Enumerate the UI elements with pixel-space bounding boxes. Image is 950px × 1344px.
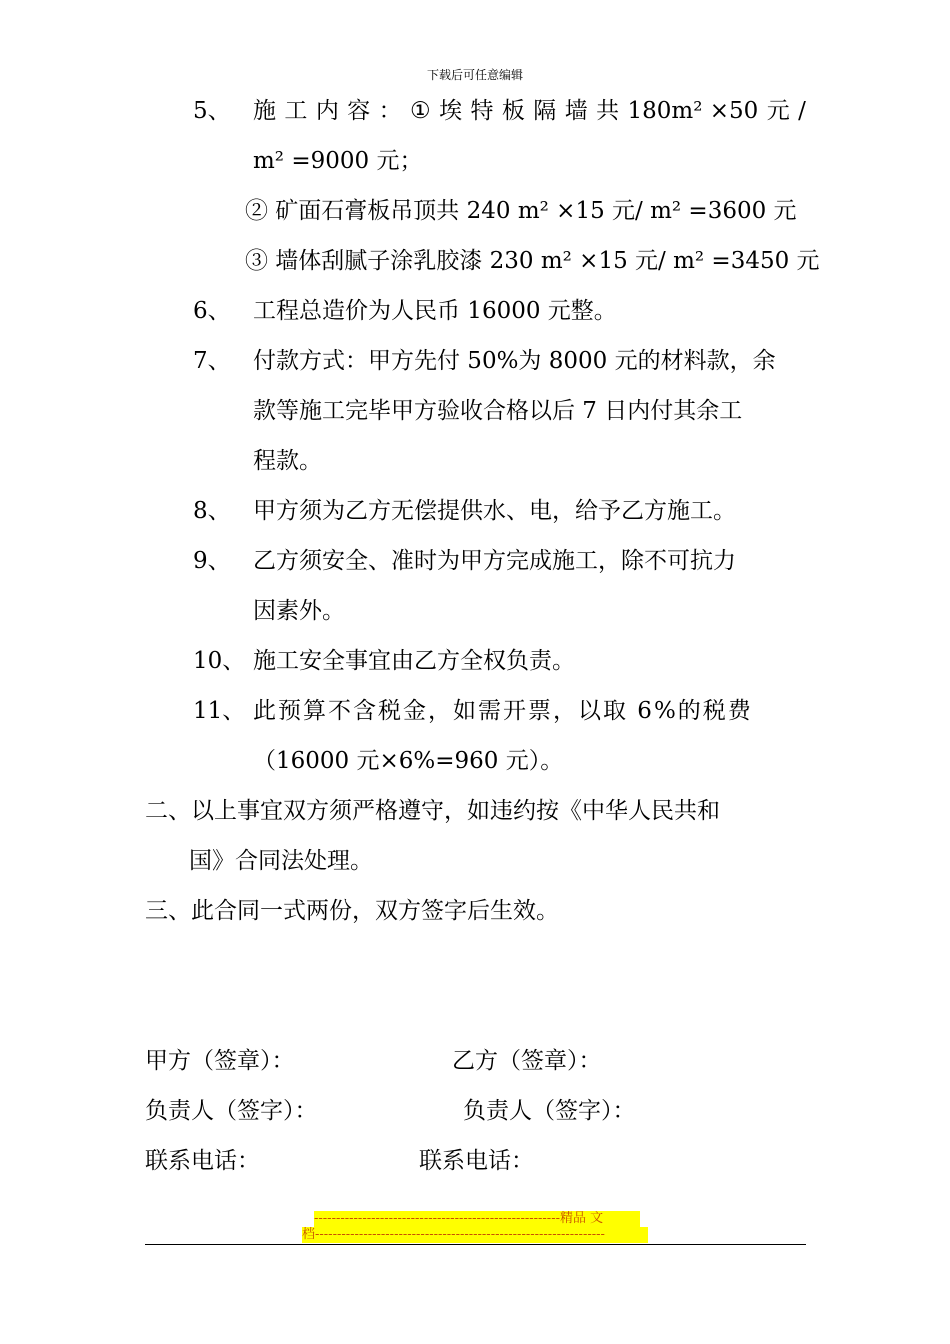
party-a-phone-label: 联系电话： xyxy=(145,1148,260,1174)
item-number-7: 7、 xyxy=(193,348,231,374)
item-5-sub-3: ③ 墙体刮腻子涂乳胶漆 230 m² ×15 元/ m² =3450 元 xyxy=(245,248,820,274)
footer-watermark-line2: 档------------------------------------------------------------------ xyxy=(302,1227,648,1243)
item-number-6: 6、 xyxy=(193,298,231,324)
footer-watermark-line1: --------------------------------------------------------精品 文 xyxy=(314,1211,640,1227)
page-header: 下载后可任意编辑 xyxy=(426,68,523,82)
item-7-line3: 程款。 xyxy=(253,448,322,474)
footer-rule xyxy=(145,1244,806,1245)
item-number-8: 8、 xyxy=(193,498,231,524)
item-5-line2: m² =9000 元； xyxy=(253,148,423,174)
item-10-text: 施工安全事宜由乙方全权负责。 xyxy=(253,648,575,674)
item-9-line1: 乙方须安全、准时为甲方完成施工，除不可抗力 xyxy=(253,548,736,574)
item-9-line2: 因素外。 xyxy=(253,598,345,624)
party-a-person-label: 负责人（签字）： xyxy=(145,1098,318,1124)
party-a-seal-label: 甲方（签章）： xyxy=(145,1048,295,1074)
section-2-line2: 国》合同法处理。 xyxy=(189,848,373,874)
item-5-sub-2: ② 矿面石膏板吊顶共 240 m² ×15 元/ m² =3600 元 xyxy=(245,198,797,224)
item-5-line1: 施 工 内 容 ： ① 埃 特 板 隔 墙 共 180m² ×50 元 / xyxy=(253,98,806,124)
item-number-10: 10、 xyxy=(193,648,246,674)
item-8-text: 甲方须为乙方无偿提供水、电，给予乙方施工。 xyxy=(253,498,736,524)
section-3: 三、此合同一式两份，双方签字后生效。 xyxy=(145,898,559,924)
item-6-text: 工程总造价为人民币 16000 元整。 xyxy=(253,298,617,324)
item-number-9: 9、 xyxy=(193,548,231,574)
item-7-line1: 付款方式：甲方先付 50%为 8000 元的材料款，余 xyxy=(253,348,776,374)
item-11-line1: 此预算不含税金，如需开票，以取 6%的税费 xyxy=(253,698,753,724)
item-7-line2: 款等施工完毕甲方验收合格以后 7 日内付其余工 xyxy=(253,398,743,424)
item-number-11: 11、 xyxy=(193,698,246,724)
party-b-person-label: 负责人（签字）： xyxy=(463,1098,636,1124)
party-b-phone-label: 联系电话： xyxy=(419,1148,534,1174)
party-b-seal-label: 乙方（签章）： xyxy=(452,1048,602,1074)
item-number-5: 5、 xyxy=(193,98,231,124)
section-2-line1: 二、以上事宜双方须严格遵守，如违约按《中华人民共和 xyxy=(145,798,720,824)
item-11-line2: （16000 元×6%=960 元）。 xyxy=(253,748,564,774)
